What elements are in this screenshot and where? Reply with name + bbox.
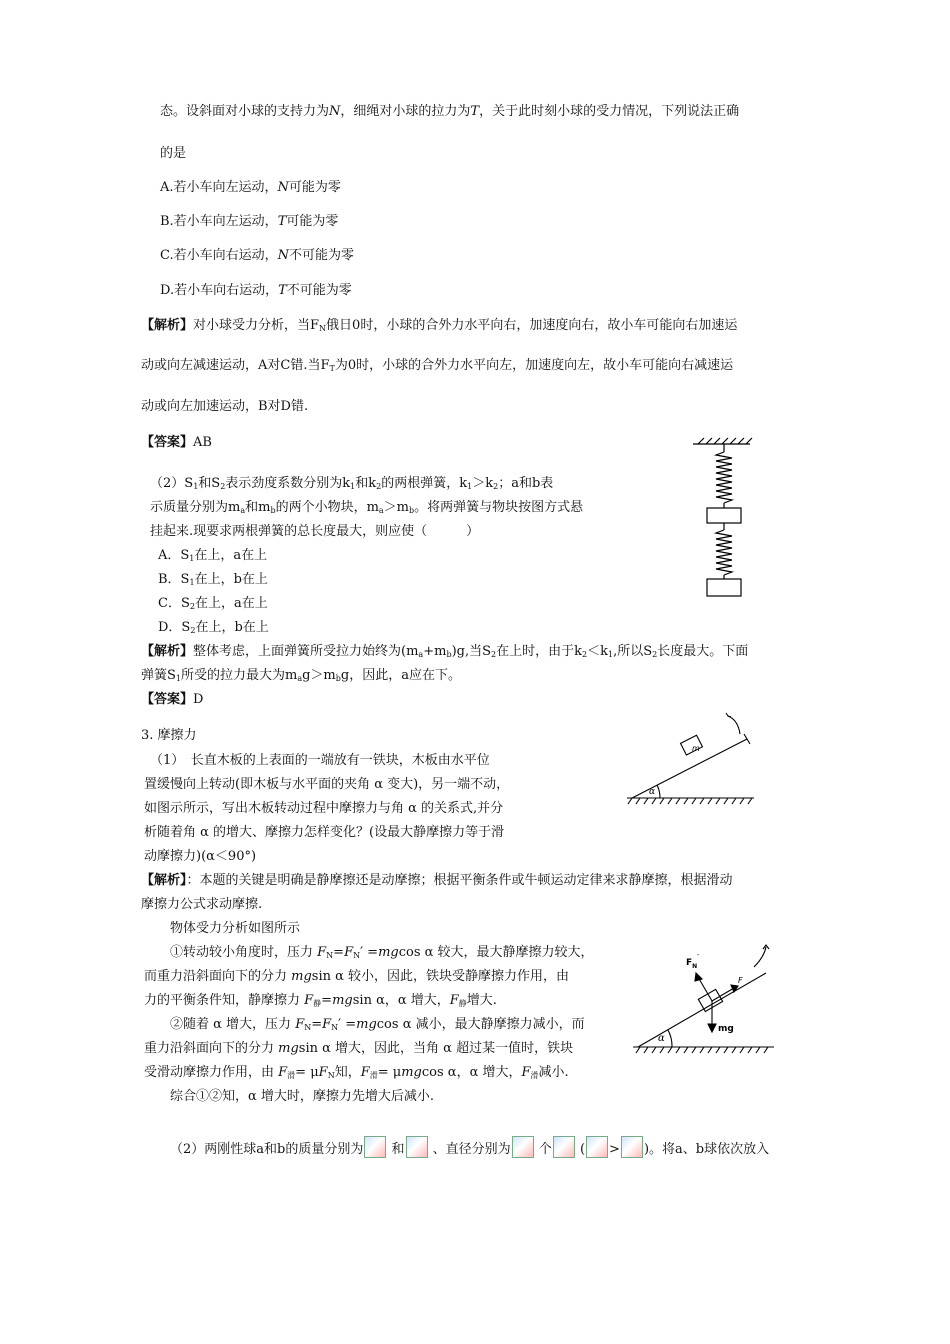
friction-force-label: F (738, 976, 743, 985)
broken-image-icon (553, 1136, 575, 1158)
q1-option-d: D.若小车向右运动，T不可能为零 (160, 283, 352, 298)
q3-solution-line8: 综合①②知，α 增大时，摩擦力先增大后减小. (170, 1089, 435, 1104)
q2-answer: 【答案】D (141, 692, 204, 707)
normal-force-prime: ′ (697, 953, 700, 961)
q2-option-a: A．$S_1$在上，a在上 (158, 548, 268, 563)
q3-heading: 3. 摩擦力 (141, 728, 197, 743)
q2-analysis-line2: 弹簧$S_1$所受的拉力最大为$m_ag>m_bg$，因此，a应在下。 (141, 668, 461, 683)
q3-analysis-line2: 摩擦力公式求动摩擦. (141, 897, 263, 912)
q3-stem-line5: 动摩擦力)(α＜90°) (144, 849, 257, 864)
q2-stem-line1: $(2)S_1$和$S_2$表示劲度系数分别为$k_1$和$k_2$的两根弹簧，$k_1>k_2$；a和b表 (150, 476, 554, 491)
q3-solution-line4: 力的平衡条件知，静摩擦力 $F_静=mgsin$ α，α 增大，$F_静$增大. (144, 993, 497, 1008)
broken-image-icon (406, 1136, 428, 1158)
q2-analysis-line1: 【解析】整体考虑，上面弹簧所受拉力始终为$(m_a+m_b)g$,当$S_2$在上时，由于$k_2<k_1$,所以$S_2$长度最大。下面 (141, 644, 749, 659)
q3-solution-line7: 受滑动摩擦力作用，由 $F_滑= \mu F_N$知，$F_滑= \mu mgcos$ α，α 增大，$F_滑$减小. (144, 1065, 569, 1080)
incline-figure (622, 710, 762, 805)
q1-answer: 【答案】AB (141, 435, 212, 450)
q3-stem-line1: （1） 长直木板的上表面的一端放有一铁块，木板由水平位 (150, 753, 490, 768)
broken-image-icon (621, 1136, 643, 1158)
q3-solution-line3: 而重力沿斜面向下的分力 mgsin α 较小，因此，铁块受静摩擦力作用，由 (144, 969, 570, 984)
q3-solution-line2: ①转动较小角度时，压力 $F_N=F_N' =mgcos$ α 较大，最大静摩擦力较大， (170, 945, 594, 960)
angle-label: α (649, 787, 656, 797)
angle-label: α (658, 1033, 665, 1044)
normal-force-label: F (686, 958, 693, 968)
q3-solution-line1: 物体受力分析如图所示 (170, 921, 301, 936)
q2-option-d: D．$S_2$在上，b在上 (158, 620, 269, 635)
q3-stem-line4: 析随着角 α 的增大、摩擦力怎样变化？(设最大静摩擦力等于滑 (144, 825, 505, 840)
q1-option-a: A.若小车向左运动，N可能为零 (160, 180, 341, 195)
q1-option-c: C.若小车向右运动，N不可能为零 (160, 248, 355, 263)
q1-analysis-line2: 动或向左减速运动，A对C错.当$F_T$为0时，小球的合外力水平向左，加速度向左，故小车可能向右减速运 (141, 358, 734, 373)
normal-force-subscript: N (692, 963, 698, 970)
broken-image-icon (586, 1136, 608, 1158)
q3-part2-line: （2）两刚性球a和b的质量分别为 和 、直径分别为 个 ( > )。将a、b球依次放入 (170, 1136, 769, 1163)
q2-stem-line3: 挂起来.现要求两根弹簧的总长度最大，则应使（ ） (150, 524, 480, 539)
q2-option-c: C．$S_2$在上，a在上 (158, 596, 268, 611)
force-diagram-figure (628, 935, 778, 1057)
q1-analysis-line1: 【解析】对小球受力分析，当$F_N$俄日0时，小球的合外力水平向右，加速度向右，故小车可能向右加速运 (141, 318, 738, 333)
q1-option-b: B.若小车向左运动，T可能为零 (160, 214, 339, 229)
broken-image-icon (512, 1136, 534, 1158)
q1-stem-line2: 的是 (160, 146, 187, 161)
q3-solution-line6: 重力沿斜面向下的分力 mgsin α 增大，因此，当角 α 超过某一值时，铁块 (144, 1041, 574, 1056)
q1-stem-line1: 态。设斜面对小球的支持力为N，细绳对小球的拉力为T，关于此时刻小球的受力情况，下列说法正确 (160, 104, 740, 119)
q1-analysis-line3: 动或向左加速运动，B对D错. (141, 399, 309, 414)
gravity-label: mg (718, 1024, 734, 1034)
q2-stem-line2: 示质量分别为$m_a$和$m_b$的两个小物块，$m_a>m_b$。将两弹簧与物块按图方式悬 (150, 500, 584, 515)
q3-solution-line5: ②随着 α 增大，压力 $F_N=F_N' =mgcos$ α 减小，最大静摩擦力减小，而 (170, 1017, 585, 1032)
q3-analysis-line1: 【解析】：本题的关键是明确是静摩擦还是动摩擦；根据平衡条件或牛顿运动定律来求静摩擦，根据滑动 (141, 873, 733, 888)
svg-text:FN′ (686, 953, 699, 970)
q3-stem-line2: 置缓慢向上转动(即木板与水平面的夹角 α 变大)，另一端不动， (144, 777, 510, 792)
q2-option-b: B．$S_1$在上，b在上 (158, 572, 268, 587)
mass-label: m (692, 744, 700, 753)
spring-figure (690, 436, 760, 601)
q3-stem-line3: 如图示所示，写出木板转动过程中摩擦力与角 α 的关系式,并分 (144, 801, 504, 816)
broken-image-icon (364, 1136, 386, 1158)
